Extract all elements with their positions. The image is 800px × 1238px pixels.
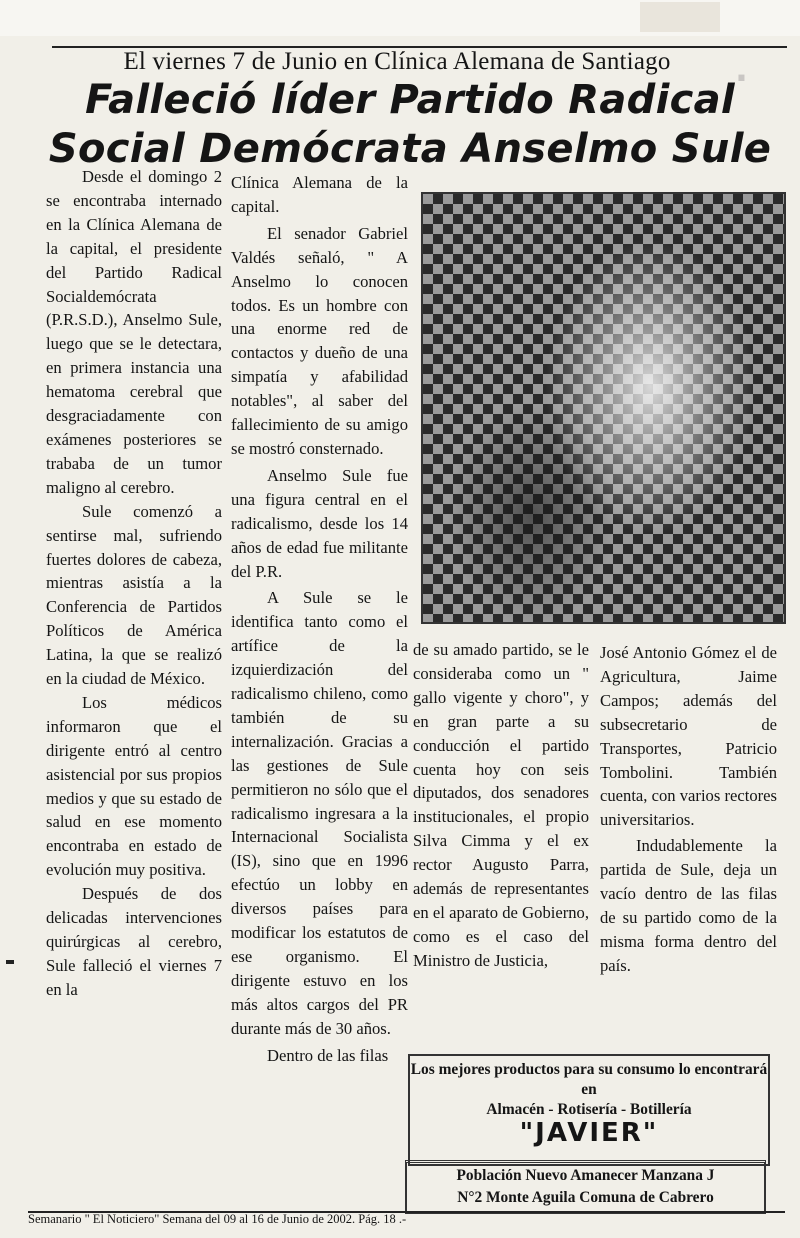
paragraph: José Antonio Gómez el de Agricultura, Jaime Campos; además del subsecretario de Transportes, Patricio Tombolini. También cuenta, con varios rectores universitarios. xyxy=(600,643,777,830)
paragraph: Desde el domingo 2 se encontraba internado en la Clínica Alemana de la capital, el presidente del Partido Radical Socialdemócrata (P.R.S.D.), Anselmo Sule, luego que se le detectara, en primera instancia una hematoma cerebral que desgraciadamente con exámenes posteriores se trababa de un tumor maligno al cerebro. xyxy=(46,167,222,497)
bleedthrough-mark: . xyxy=(735,50,748,90)
headline-line-2: Social Demócrata Anselmo Sule xyxy=(48,126,772,172)
portrait-photo xyxy=(421,192,786,624)
ad-business-type: Almacén - Rotisería - Botillería xyxy=(486,1101,692,1118)
page-footer: Semanario " El Noticiero" Semana del 09 al 16 de Junio de 2002. Pág. 18 .- xyxy=(28,1212,407,1226)
advertisement-box xyxy=(408,1054,770,1166)
paragraph: Clínica Alemana de la capital. xyxy=(231,173,408,216)
advertisement-address-box xyxy=(405,1160,766,1214)
headline xyxy=(30,76,790,174)
headline-line-1: Falleció líder Partido Radical xyxy=(85,77,735,123)
top-bleed-area xyxy=(0,0,800,36)
paragraph: Sule comenzó a sentirse mal, sufriendo fuertes dolores de cabeza, mientras asistía a la Conferencia de Partidos Políticos de América Latina, la que se realizó en la ciudad de México. xyxy=(46,501,222,689)
paragraph: Después de dos delicadas intervenciones quirúrgicas al cerebro, Sule falleció el viernes 7 en la xyxy=(46,884,222,999)
ad-tagline: Los mejores productos para su consumo lo encontrará en xyxy=(410,1061,768,1098)
ad-business-name: "JAVIER" xyxy=(519,1118,659,1148)
kicker-line: El viernes 7 de Junio en Clínica Alemana de Santiago xyxy=(123,48,671,75)
paragraph: El senador Gabriel Valdés señaló, " A Anselmo lo conocen todos. Es un hombre con una enorme red de contactos y dueño de una simpatía y afabilidad notables", al saber del fallecimiento de su amigo se mostró consternado. xyxy=(231,223,408,458)
scan-smudge xyxy=(640,2,720,32)
article-column-2 xyxy=(231,171,408,1068)
paragraph: Dentro de las filas xyxy=(267,1045,389,1065)
article-column-4 xyxy=(600,641,777,978)
paragraph: A Sule se le identifica tanto como el artífice de la izquierdización del radicalismo chileno, como también de su internalización. Gracias a las gestiones de Sule permitieron no sólo que el radicalismo ingresara a la Internacional Socialista (IS), sino que en 1996 efectúo un lobby en diversos países para modificar los estatutos de ese organismo. El dirigente estuvo en los más altos cargos del PR durante más de 30 años. xyxy=(231,588,408,1038)
ad-address-line-1: Población Nuevo Amanecer Manzana J xyxy=(456,1167,715,1184)
ad-address-line-2: N°2 Monte Aguila Comuna de Cabrero xyxy=(457,1189,714,1206)
paragraph: Indudablemente la partida de Sule, deja un vacío dentro de las filas de su partido como de la misma forma dentro del país. xyxy=(600,836,777,975)
article-column-3 xyxy=(413,638,589,973)
margin-mark xyxy=(6,960,14,964)
article-column-1 xyxy=(46,165,222,1002)
paragraph: Los médicos informaron que el dirigente entró al centro asistencial por sus propios medios y que su estado de salud en ese momento encontraba en estado de evolución muy positiva. xyxy=(46,692,222,880)
paragraph: Anselmo Sule fue una figura central en el radicalismo, desde los 14 años de edad fue militante del P.R. xyxy=(231,465,408,581)
paragraph: de su amado partido, se le consideraba como un " gallo vigente y choro", y en gran parte a su conducción el partido cuenta hoy con seis diputados, dos senadores institucionales, el propio Silva Cimma y el ex rector Augusto Parra, además de representantes en el aparato de Gobierno, como es el caso del Ministro de Justicia, xyxy=(413,640,589,970)
